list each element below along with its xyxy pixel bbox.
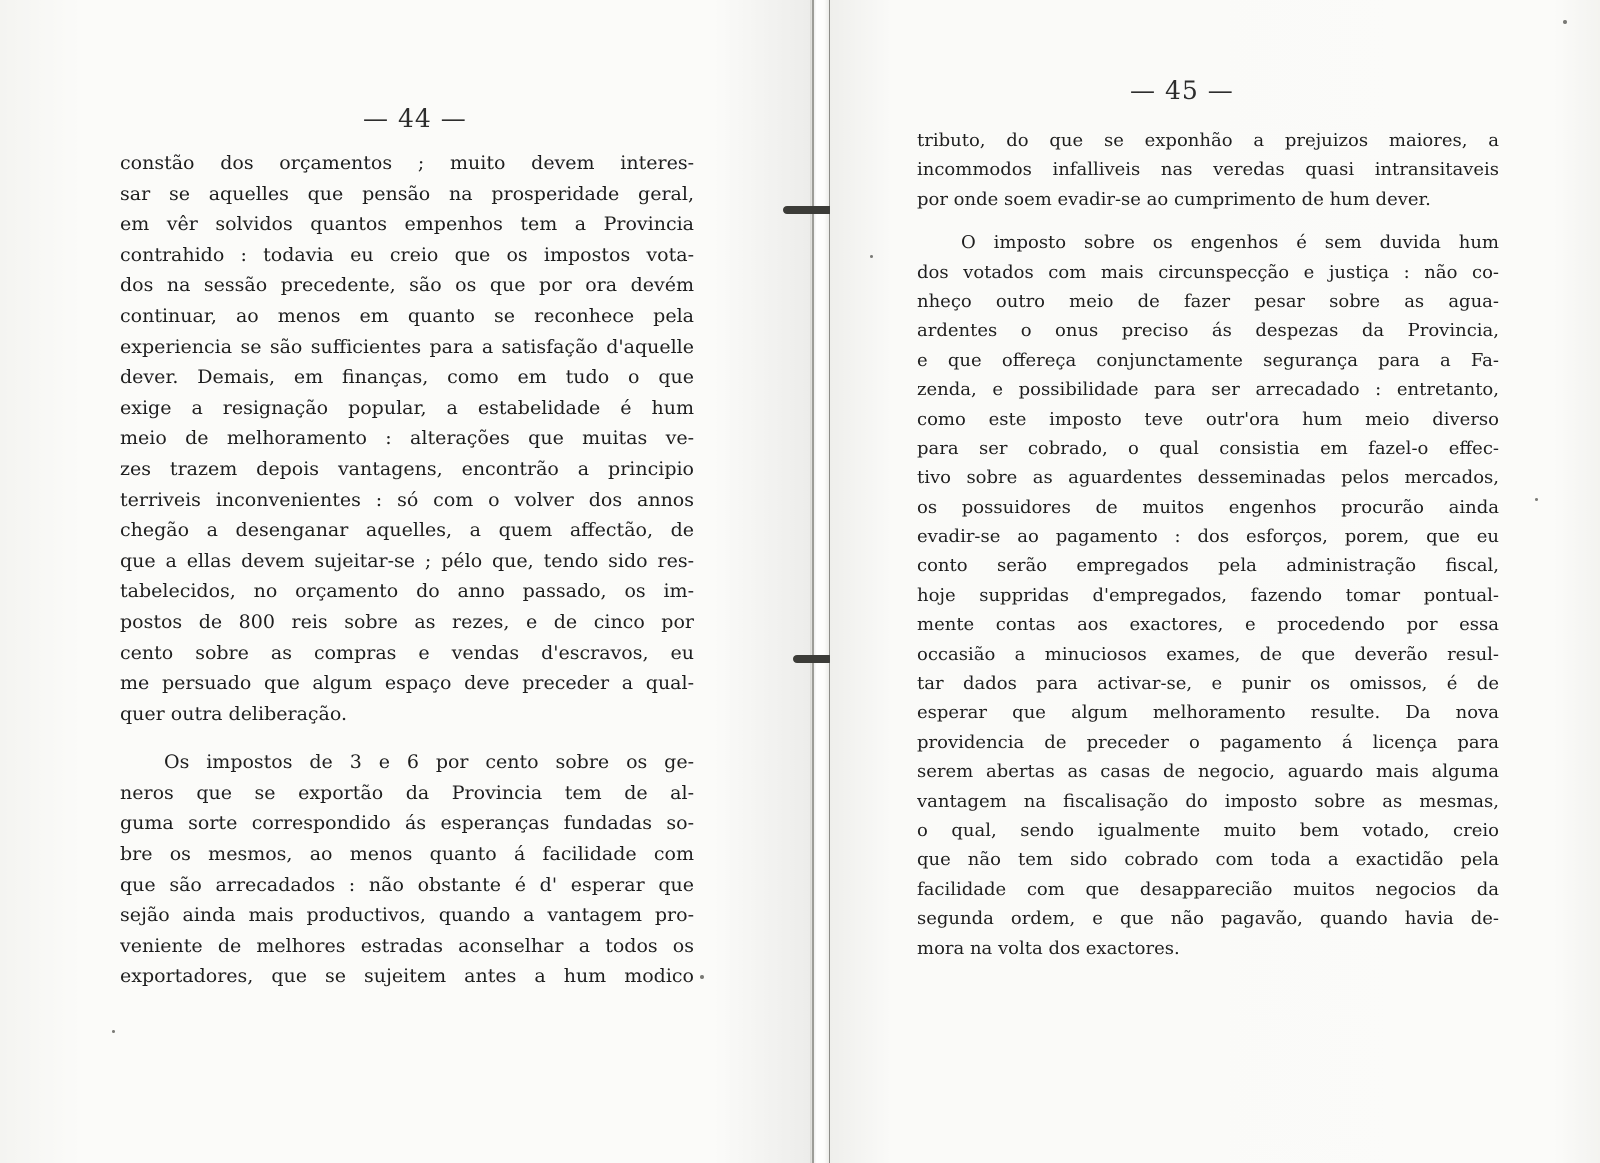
text-line: o qual, sendo igualmente muito bem votado, creio <box>917 819 1499 841</box>
text-line: me persuado que algum espaço deve preceder a qual- <box>120 672 694 695</box>
text-line: providencia de preceder o pagamento á licença para <box>917 731 1499 753</box>
text-line: em vêr solvidos quantos empenhos tem a Provincia <box>120 213 694 236</box>
text-line: experiencia se são sufficientes para a satisfação d'aquelle <box>120 335 694 358</box>
text-line: que a ellas devem sujeitar-se ; pélo que, tendo sido res- <box>120 549 694 572</box>
text-line: mente contas aos exactores, e procedendo por essa <box>917 614 1499 636</box>
paragraph-gap <box>120 729 694 747</box>
text-line: que são arrecadados : não obstante é d' esperar que <box>120 873 694 896</box>
text-line: chegão a desenganar aquelles, a quem affectão, de <box>120 519 694 542</box>
text-line: neros que se exportão da Provincia tem de al- <box>120 781 694 804</box>
text-line: por onde soem evadir-se ao cumprimento de hum dever. <box>917 188 1431 210</box>
text-line: dos votados com mais circunspecção e justiça : não co- <box>917 261 1499 283</box>
text-line: tributo, do que se exponhão a prejuizos maiores, a <box>917 130 1499 151</box>
text-line: bre os mesmos, ao menos quanto á facilidade com <box>120 843 694 866</box>
scan-speck <box>112 1030 115 1033</box>
text-line: conto serão empregados pela administração fiscal, <box>917 555 1499 577</box>
text-line: serem abertas as casas de negocio, aguardo mais alguma <box>917 761 1499 783</box>
text-line: hoje suppridas d'empregados, fazendo tomar pontual- <box>917 584 1499 606</box>
text-line: facilidade com que desapparecião muitos negocios da <box>917 878 1499 900</box>
text-line: constão dos orçamentos ; muito devem interes- <box>120 152 694 174</box>
right-page-text <box>917 126 1499 963</box>
text-line: dever. Demais, em finanças, como em tudo o que <box>120 366 694 389</box>
text-line: dos na sessão precedente, são os que por ora devém <box>120 274 694 297</box>
text-line: tar dados para activar-se, e punir os omissos, é de <box>917 673 1499 695</box>
text-line: sejão ainda mais productivos, quando a vantagem pro- <box>120 904 694 927</box>
text-line: postos de 800 reis sobre as rezes, e de cinco por <box>120 610 694 633</box>
text-line: para ser cobrado, o qual consistia em fazel-o effec- <box>917 437 1499 459</box>
text-line: guma sorte correspondido ás esperanças fundadas so- <box>120 812 694 835</box>
text-line: os possuidores de muitos engenhos procurão ainda <box>917 496 1499 518</box>
text-line: vantagem na fiscalisação do imposto sobre as mesmas, <box>917 790 1499 812</box>
text-line: mora na volta dos exactores. <box>917 937 1180 959</box>
scan-speck <box>700 975 704 979</box>
paragraph-impostos-exportacao <box>120 747 694 992</box>
text-line: e que offereça conjunctamente segurança para a Fa- <box>917 349 1499 371</box>
text-line: evadir-se ao pagamento : dos esforços, porem, que eu <box>917 526 1499 548</box>
scan-speck <box>1535 498 1538 501</box>
page-number-44: — 44 — <box>363 104 467 133</box>
scan-speck <box>870 255 873 258</box>
paragraph-tributo <box>917 126 1499 214</box>
text-line: tivo sobre as aguardentes desseminadas pelos mercados, <box>917 467 1499 489</box>
text-line: exige a resignação popular, a estabelidade é hum <box>120 396 694 419</box>
paragraph-imposto-engenhos <box>917 228 1499 963</box>
text-line: como este imposto teve outr'ora hum meio diverso <box>917 408 1499 430</box>
text-line: ardentes o onus preciso ás despezas da Provincia, <box>917 320 1499 342</box>
text-line: tabelecidos, no orçamento do anno passado, os im- <box>120 580 694 603</box>
text-line: zenda, e possibilidade para ser arrecadado : entretanto, <box>917 379 1499 401</box>
text-line: contrahido : todavia eu creio que os impostos vota- <box>120 243 694 266</box>
text-line: esperar que algum melhoramento resulte. Da nova <box>917 702 1499 724</box>
text-line: terriveis inconvenientes : só com o volver dos annos <box>120 488 694 511</box>
scan-speck <box>1563 20 1567 24</box>
text-line: veniente de melhores estradas aconselhar a todos os <box>120 934 694 957</box>
text-line: nheço outro meio de fazer pesar sobre as agua- <box>917 290 1499 312</box>
page-number-45: — 45 — <box>1130 76 1234 105</box>
gutter-edge-left <box>812 0 814 1163</box>
paragraph-gap <box>917 214 1499 228</box>
text-line: occasião a minuciosos exames, de que deverão resul- <box>917 643 1499 665</box>
left-page-text <box>120 148 694 992</box>
text-line: que não tem sido cobrado com toda a exactidão pela <box>917 849 1499 871</box>
text-line: meio de melhoramento : alterações que muitas ve- <box>120 427 694 450</box>
text-line: cento sobre as compras e vendas d'escravos, eu <box>120 641 694 664</box>
text-line: exportadores, que se sujeitem antes a hum modico <box>120 965 694 988</box>
text-line: incommodos infalliveis nas veredas quasi intransitaveis <box>917 159 1499 181</box>
text-line: Os impostos de 3 e 6 por cento sobre os ge- <box>164 751 694 774</box>
text-line: O imposto sobre os engenhos é sem duvida hum <box>961 232 1499 254</box>
text-line: continuar, ao menos em quanto se reconhece pela <box>120 304 694 327</box>
text-line: zes trazem depois vantagens, encontrão a principio <box>120 457 694 480</box>
text-line: sar se aquelles que pensão na prosperidade geral, <box>120 182 694 205</box>
text-line: quer outra deliberação. <box>120 702 348 725</box>
text-line: segunda ordem, e que não pagavão, quando havia de- <box>917 908 1499 930</box>
paragraph-orcamentos <box>120 148 694 729</box>
binding-thread <box>793 655 833 663</box>
right-page <box>830 0 1600 1163</box>
